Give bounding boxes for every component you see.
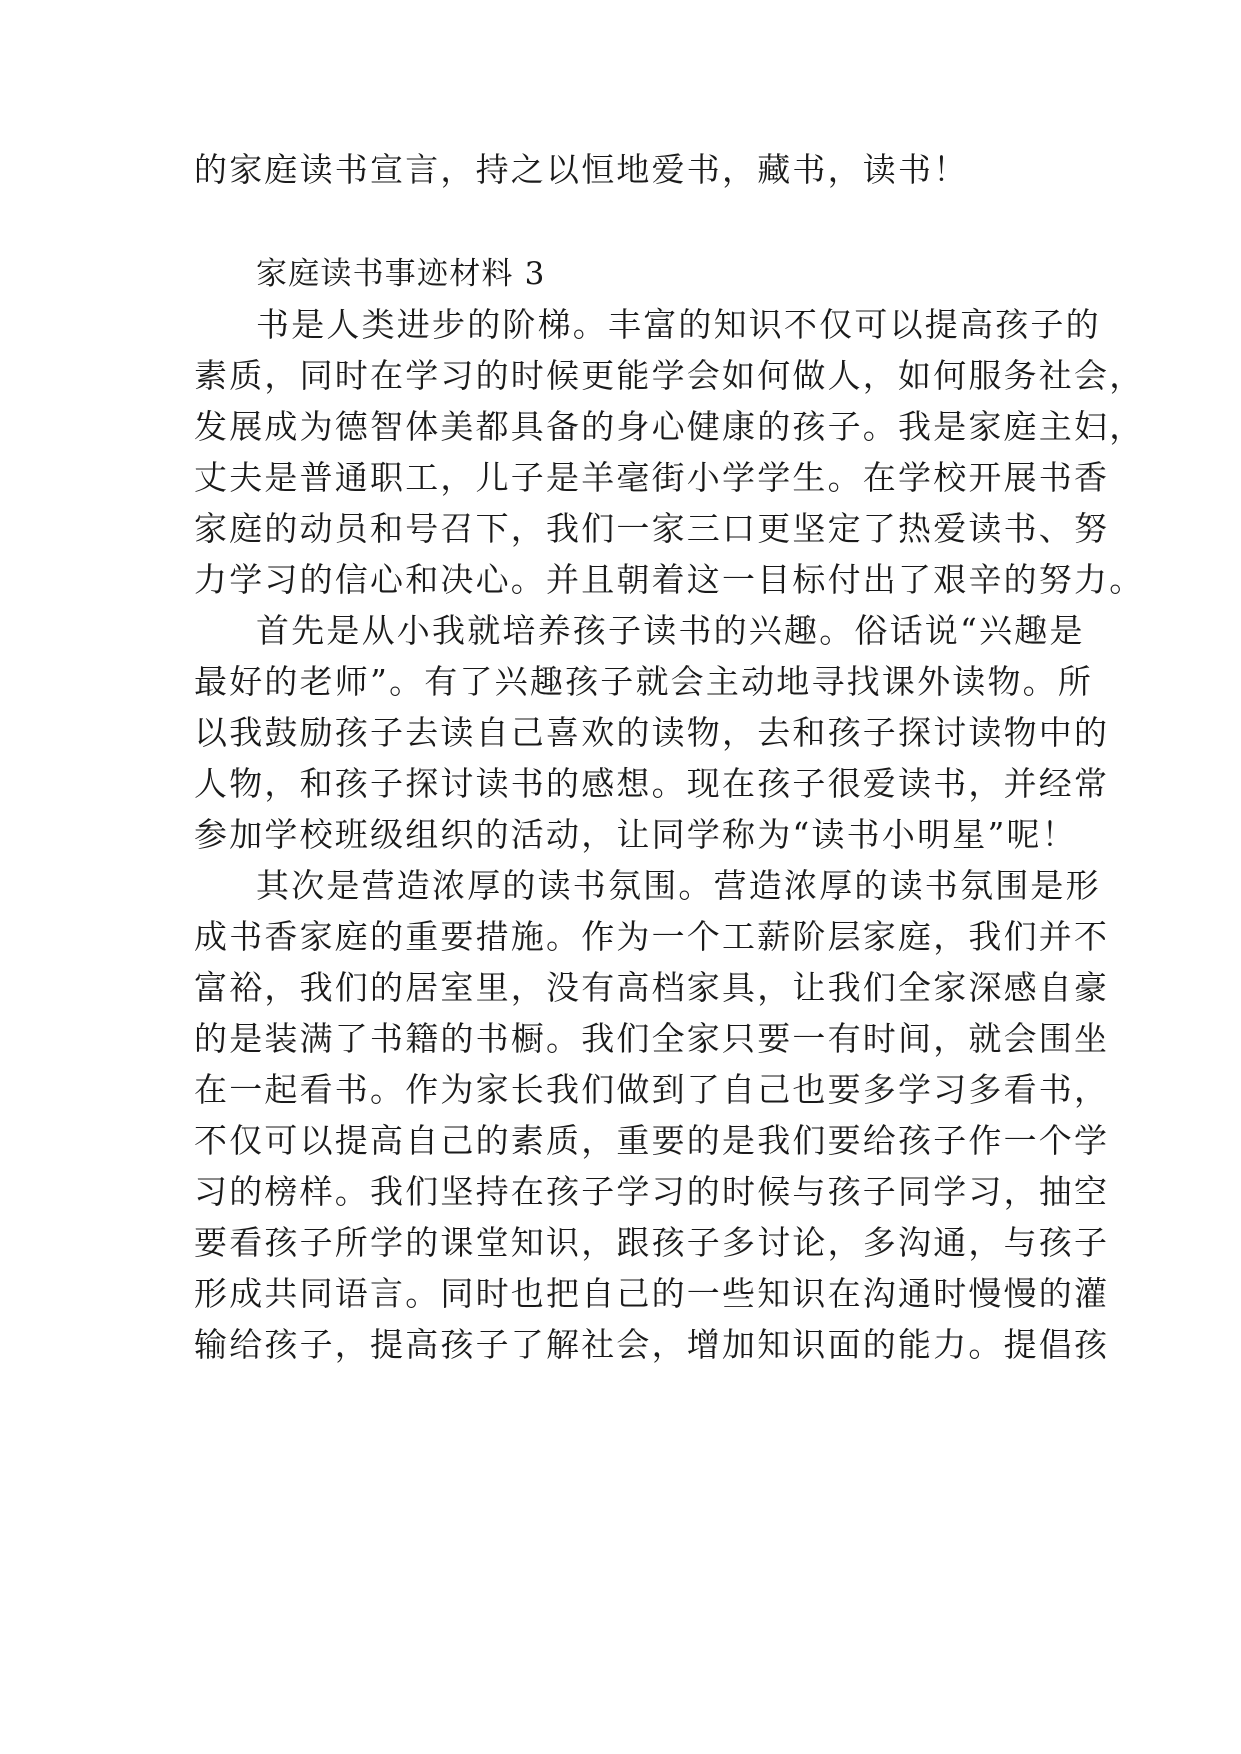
text-line: 力学习的信心和决心。并且朝着这一目标付出了艰辛的努力。	[194, 560, 1145, 599]
text-line: 要看孩子所学的课堂知识，跟孩子多讨论，多沟通，与孩子	[194, 1223, 1110, 1262]
text-line: 参加学校班级组织的活动，让同学称为“读书小明星”呢！	[194, 815, 1077, 854]
paragraph-start-line: 其次是营造浓厚的读书氛围。营造浓厚的读书氛围是形	[256, 866, 1101, 905]
text-line: 富裕，我们的居室里，没有高档家具，让我们全家深感自豪	[194, 968, 1110, 1007]
text-line: 家庭的动员和号召下，我们一家三口更坚定了热爱读书、努	[194, 509, 1110, 548]
text-line: 人物，和孩子探讨读书的感想。现在孩子很爱读书，并经常	[194, 764, 1110, 803]
text-line: 最好的老师”。有了兴趣孩子就会主动地寻找课外读物。所	[194, 662, 1094, 701]
text-line: 发展成为德智体美都具备的身心健康的孩子。我是家庭主妇，	[194, 407, 1145, 446]
text-line: 素质，同时在学习的时候更能学会如何做人，如何服务社会，	[194, 356, 1145, 395]
text-line: 不仅可以提高自己的素质，重要的是我们要给孩子作一个学	[194, 1121, 1110, 1160]
text-line: 输给孩子，提高孩子了解社会，增加知识面的能力。提倡孩	[194, 1325, 1110, 1364]
text-line: 在一起看书。作为家长我们做到了自己也要多学习多看书，	[194, 1070, 1110, 1109]
text-line: 以我鼓励孩子去读自己喜欢的读物，去和孩子探讨读物中的	[194, 713, 1110, 752]
text-line: 习的榜样。我们坚持在孩子学习的时候与孩子同学习，抽空	[194, 1172, 1110, 1211]
text-line: 的是装满了书籍的书橱。我们全家只要一有时间，就会围坐	[194, 1019, 1110, 1058]
text-line: 丈夫是普通职工，儿子是羊毫街小学学生。在学校开展书香	[194, 458, 1110, 497]
section-heading: 家庭读书事迹材料 3	[256, 256, 546, 292]
paragraph-start-line: 书是人类进步的阶梯。丰富的知识不仅可以提高孩子的	[256, 305, 1101, 344]
text-line: 形成共同语言。同时也把自己的一些知识在沟通时慢慢的灌	[194, 1274, 1110, 1313]
text-line: 成书香家庭的重要措施。作为一个工薪阶层家庭，我们并不	[194, 917, 1110, 956]
text-line: 的家庭读书宣言，持之以恒地爱书，藏书，读书！	[194, 150, 969, 189]
paragraph-start-line: 首先是从小我就培养孩子读书的兴趣。俗话说“兴趣是	[256, 611, 1085, 650]
